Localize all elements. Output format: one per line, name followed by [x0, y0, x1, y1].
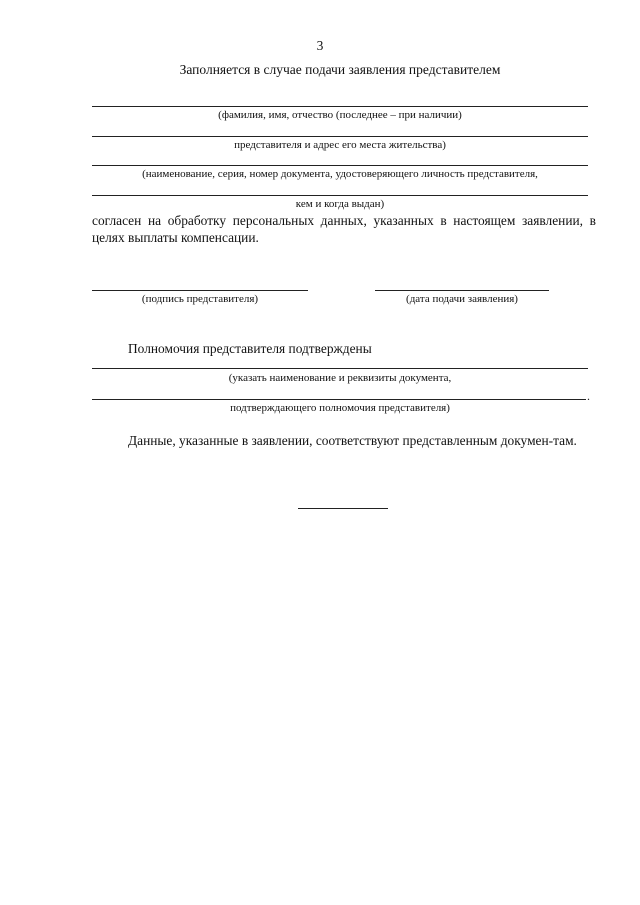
- address-caption: представителя и адрес его места жительства): [234, 139, 446, 151]
- fio-caption: (фамилия, имя, отчество (последнее – при наличии): [218, 109, 462, 121]
- page-number: 3: [316, 38, 324, 53]
- issued-by-line[interactable]: [92, 195, 588, 196]
- signature-line[interactable]: [92, 290, 308, 291]
- authority-trailing-dot: .: [587, 389, 590, 403]
- confirmation-paragraph: Данные, указанные в заявлении, соответствуют представленным докумен-там.: [128, 433, 577, 448]
- issued-by-caption: кем и когда выдан): [295, 198, 385, 210]
- authority-proof-line[interactable]: [92, 399, 586, 400]
- authority-doc-caption: (указать наименование и реквизиты документа,: [228, 372, 452, 384]
- consent-paragraph: согласен на обработку персональных данных, указанных в настоящем заявлении, в целях выплаты компенсации.: [92, 213, 596, 245]
- date-line[interactable]: [375, 290, 549, 291]
- id-document-line[interactable]: [92, 165, 588, 166]
- closing-separator: [298, 508, 388, 509]
- address-line[interactable]: [92, 136, 588, 137]
- signature-caption: (подпись представителя): [141, 293, 259, 305]
- fio-line[interactable]: [92, 106, 588, 107]
- authority-proof-caption: подтверждающего полномочия представителя): [230, 402, 450, 414]
- date-caption: (дата подачи заявления): [406, 293, 518, 305]
- authority-doc-line[interactable]: [92, 368, 588, 369]
- id-document-caption: (наименование, серия, номер документа, удостоверяющего личность представителя,: [142, 168, 538, 180]
- authority-title: Полномочия представителя подтверждены: [128, 341, 372, 356]
- section-heading: Заполняется в случае подачи заявления представителем: [179, 62, 501, 77]
